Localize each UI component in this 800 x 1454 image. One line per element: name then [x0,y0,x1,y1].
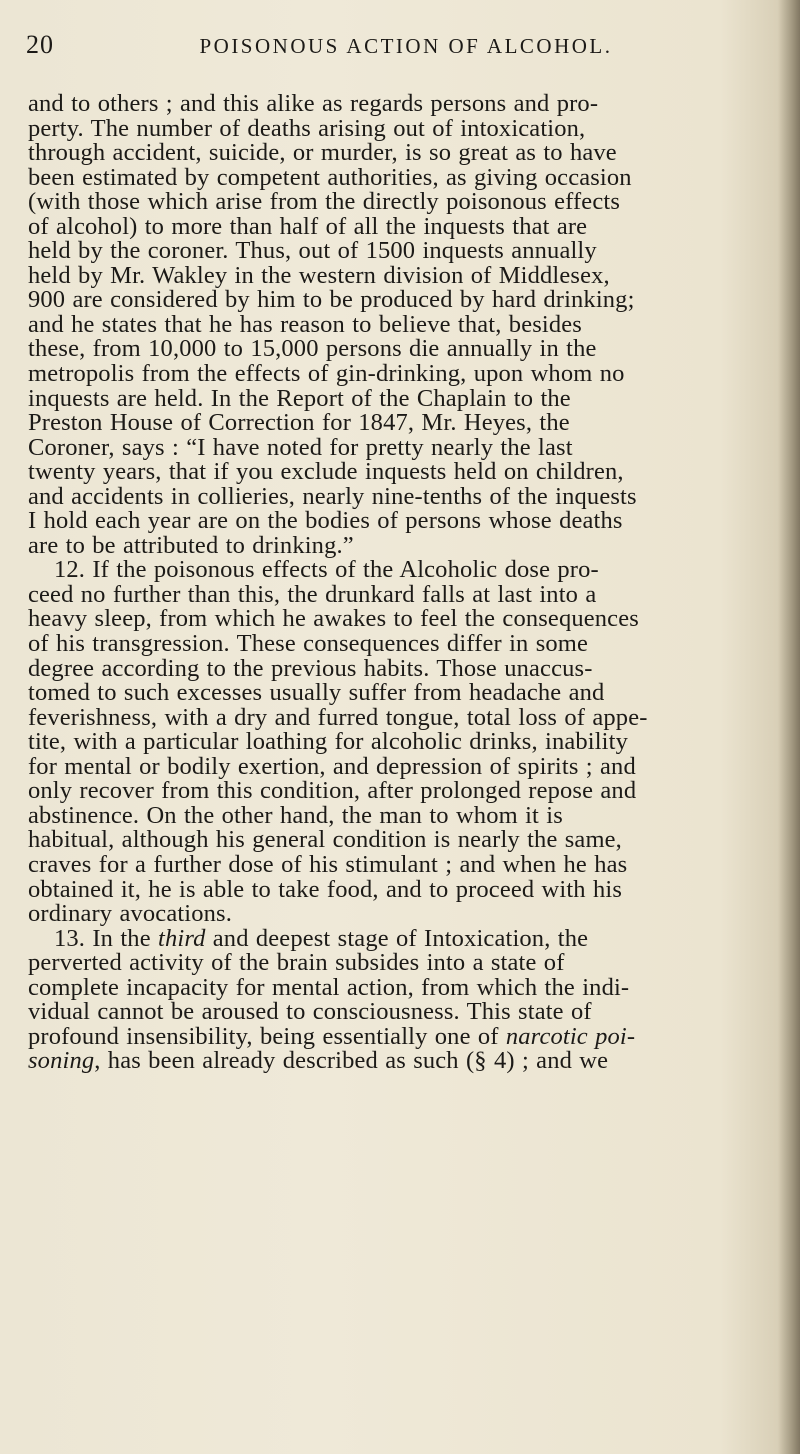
text-line: I hold each year are on the bodies of persons whose deaths [28,509,623,534]
text-line: through accident, suicide, or murder, is so great as to have [28,141,617,166]
text-line: held by the coroner. Thus, out of 1500 inquests annually [28,239,597,264]
text-line: ordinary avocations. [28,902,233,927]
text-line [28,1049,768,1074]
text-line: (with those which arise from the directly poisonous effects [28,190,621,215]
paragraph-12-start: 12. If the poisonous effects of the Alcoholic dose pro- [54,558,599,583]
text-line: 900 are considered by him to be produced by hard drinking; [28,288,635,313]
text-line: tomed to such excesses usually suffer from headache and [28,681,605,706]
text-line: Preston House of Correction for 1847, Mr. Heyes, the [28,411,570,436]
text-line: for mental or bodily exertion, and depression of spirits ; and [28,754,636,780]
text-run: and deepest stage of Intoxication, the [205,926,589,952]
text-line: and accidents in collieries, nearly nine-tenths of the inquests [28,484,637,510]
text-line: vidual cannot be aroused to consciousness. This state of [28,1000,592,1025]
text-line: inquests are held. In the Report of the Chaplain to the [28,386,571,412]
text-line: and he states that he has reason to believe that, besides [28,312,582,338]
text-line: of alcohol) to more than half of all the inquests that are [28,214,588,240]
text-line: are to be attributed to drinking.” [28,533,354,559]
page-number: 20 [26,30,54,59]
text-line: heavy sleep, from which he awakes to feel the consequences [28,607,639,633]
text-line: craves for a further dose of his stimulant ; and when he has [28,852,628,878]
text-run: , has been already described as such (§ 4) ; and we [94,1049,609,1074]
text-line: perverted activity of the brain subsides into a state of [28,951,565,976]
text-run: profound insensibility, being essentially one of [28,1024,506,1050]
text-line [28,1025,768,1050]
text-line: ceed no further than this, the drunkard falls at last into a [28,582,597,608]
text-line: degree according to the previous habits. Those unaccus- [28,656,593,682]
page-edge-shadow [778,0,800,1454]
text-line: complete incapacity for mental action, from which the indi- [28,975,630,1001]
text-line: of his transgression. These consequences differ in some [28,632,589,657]
text-line: metropolis from the effects of gin-drinking, upon whom no [28,362,625,387]
text-line: habitual, although his general condition is nearly the same, [28,828,622,853]
text-line: tite, with a particular loathing for alcoholic drinks, inability [28,730,629,755]
body-text [28,92,768,1074]
text-line: abstinence. On the other hand, the man to whom it is [28,803,563,829]
page-header [26,30,726,60]
italic-word: soning [28,1049,95,1074]
text-line: been estimated by competent authorities, as giving occasion [28,165,632,191]
text-line: only recover from this condition, after prolonged repose and [28,779,637,804]
text-line: feverishness, with a dry and furred tongue, total loss of appe- [28,705,648,731]
text-line: obtained it, he is able to take food, and to proceed with his [28,877,623,903]
paragraph-13-start [28,927,768,952]
text-line: twenty years, that if you exclude inquests held on children, [28,460,624,485]
italic-phrase: narcotic poi- [505,1024,636,1050]
italic-word: third [158,926,206,952]
text-line: Coroner, says : “I have noted for pretty nearly the last [28,435,573,461]
text-line: held by Mr. Wakley in the western division of Middlesex, [28,263,610,289]
text-line: and to others ; and this alike as regards persons and pro- [28,92,599,117]
text-run: 13. In the [54,926,158,952]
text-line: these, from 10,000 to 15,000 persons die annually in the [28,337,597,363]
running-head: POISONOUS ACTION OF ALCOHOL. [199,34,613,58]
text-line: perty. The number of deaths arising out of intoxication, [28,116,586,142]
